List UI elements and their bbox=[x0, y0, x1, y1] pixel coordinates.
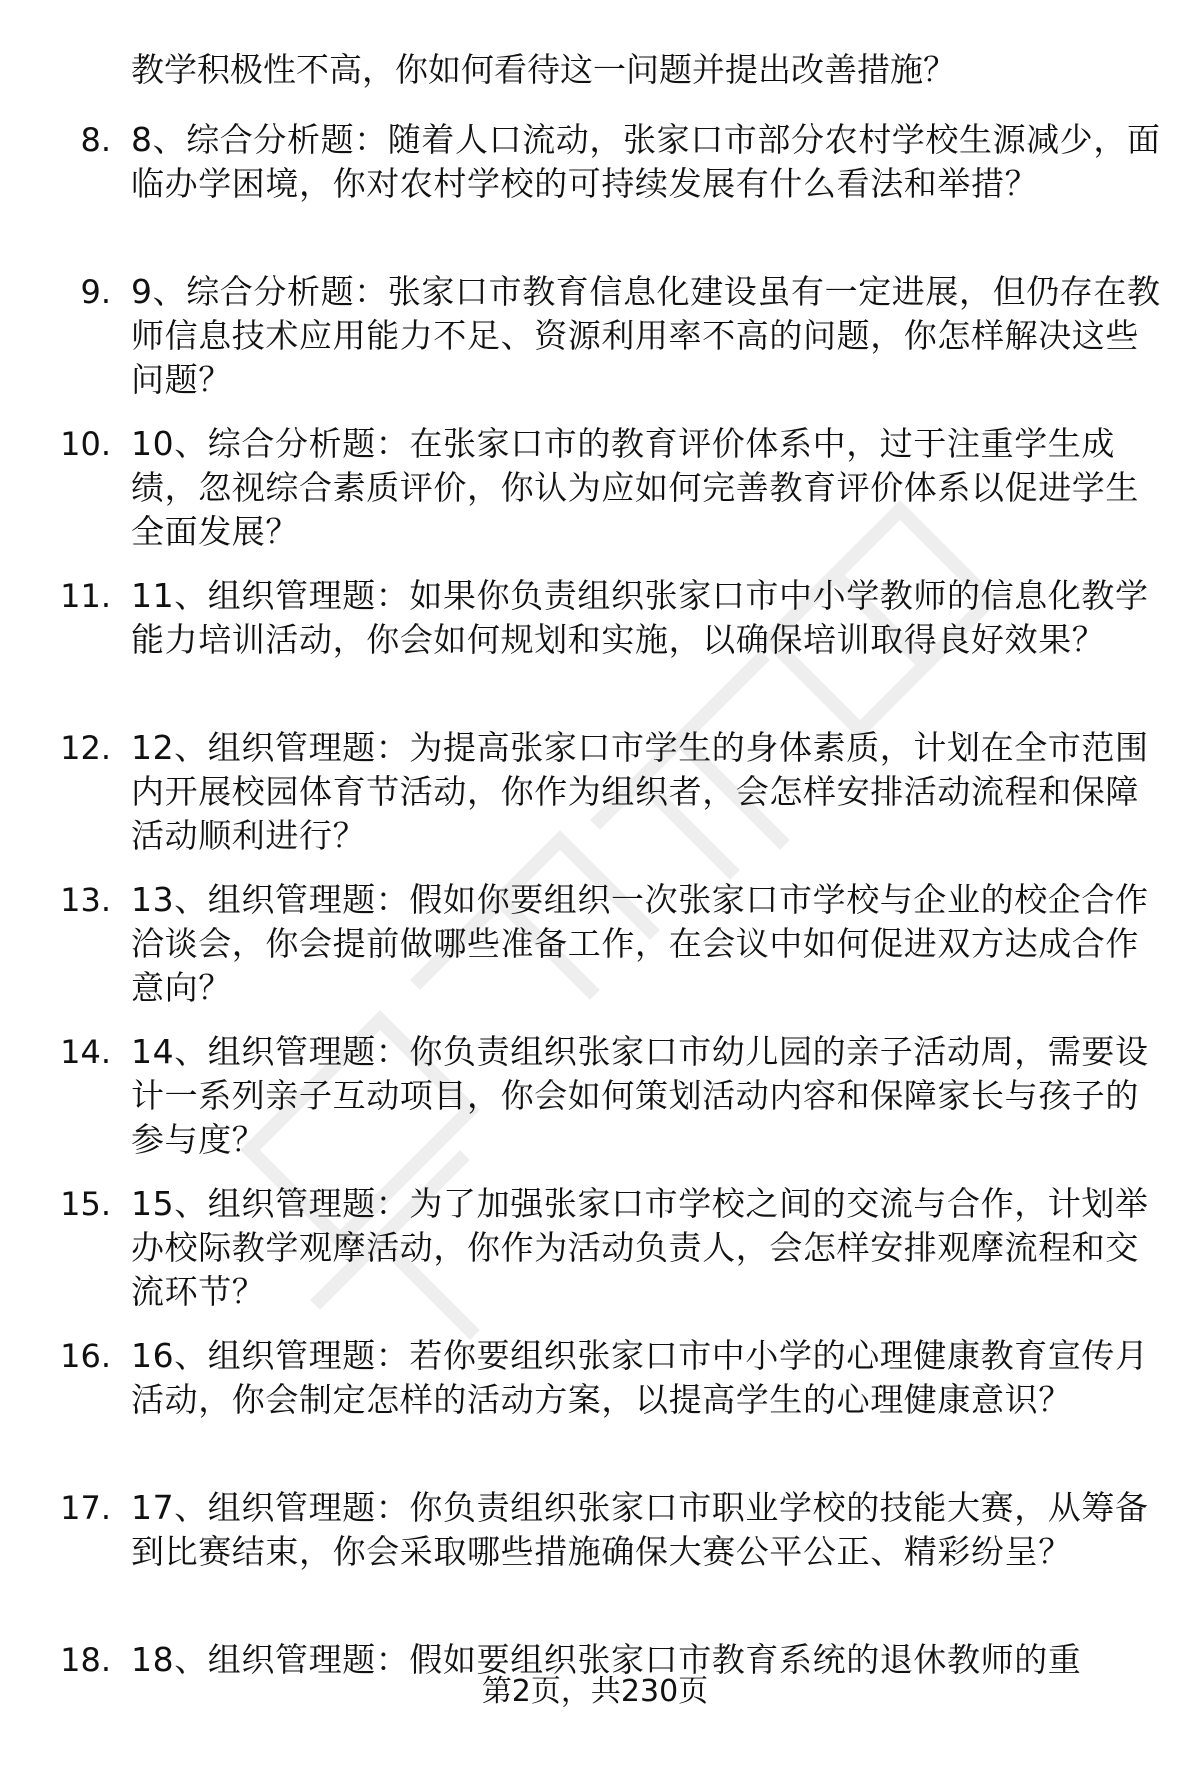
item-text: 13、组织管理题：假如你要组织一次张家口市学校与企业的校企合作洽谈会，你会提前做哪些准备工作，在会议中如何促进双方达成合作意向？ bbox=[131, 880, 1149, 1007]
list-item bbox=[0, 574, 1190, 726]
item-text: 17、组织管理题：你负责组织张家口市职业学校的技能大赛，从筹备到比赛结束，你会采取哪些措施确保大赛公平公正、精彩纷呈？ bbox=[131, 1488, 1149, 1571]
item-text: 14、组织管理题：你负责组织张家口市幼儿园的亲子活动周，需要设计一系列亲子互动项目，你会如何策划活动内容和保障家长与孩子的参与度？ bbox=[131, 1032, 1149, 1159]
item-number: 8. bbox=[80, 121, 111, 159]
list-item bbox=[0, 1638, 1190, 1790]
list-item bbox=[0, 726, 1190, 878]
item-number: 10. bbox=[60, 425, 111, 463]
item-text: 8、综合分析题：随着人口流动，张家口市部分农村学校生源减少，面临办学困境，你对农村学校的可持续发展有什么看法和举措？ bbox=[131, 120, 1161, 203]
list-item bbox=[0, 1486, 1190, 1638]
page-footer: 第2页，共230页 bbox=[481, 1674, 709, 1709]
item-number: 15. bbox=[60, 1185, 111, 1223]
continuation-line: 教学积极性不高，你如何看待这一问题并提出改善措施？ bbox=[131, 50, 956, 89]
list-item bbox=[0, 1030, 1190, 1182]
list-item bbox=[0, 1334, 1190, 1486]
list-item bbox=[0, 422, 1190, 574]
item-number: 16. bbox=[60, 1337, 111, 1375]
item-text: 15、组织管理题：为了加强张家口市学校之间的交流与合作，计划举办校际教学观摩活动，你作为活动负责人，会怎样安排观摩流程和交流环节？ bbox=[131, 1184, 1149, 1311]
item-number: 11. bbox=[60, 577, 111, 615]
item-text: 9、综合分析题：张家口市教育信息化建设虽有一定进展，但仍存在教师信息技术应用能力不足、资源利用率不高的问题，你怎样解决这些问题？ bbox=[131, 272, 1161, 399]
item-text: 10、综合分析题：在张家口市的教育评价体系中，过于注重学生成绩，忽视综合素质评价，你认为应如何完善教育评价体系以促进学生全面发展？ bbox=[131, 424, 1139, 551]
item-number: 18. bbox=[60, 1641, 111, 1679]
item-text: 16、组织管理题：若你要组织张家口市中小学的心理健康教育宣传月活动，你会制定怎样的活动方案，以提高学生的心理健康意识？ bbox=[131, 1336, 1149, 1419]
item-text: 11、组织管理题：如果你负责组织张家口市中小学教师的信息化教学能力培训活动，你会如何规划和实施，以确保培训取得良好效果？ bbox=[131, 576, 1149, 659]
item-number: 14. bbox=[60, 1033, 111, 1071]
list-item bbox=[0, 118, 1190, 270]
item-number: 9. bbox=[80, 273, 111, 311]
list-item bbox=[0, 270, 1190, 422]
item-text: 18、组织管理题：假如要组织张家口市教育系统的退休教师的重 bbox=[131, 1640, 1082, 1679]
item-text: 12、组织管理题：为提高张家口市学生的身体素质，计划在全市范围内开展校园体育节活动，你作为组织者，会怎样安排活动流程和保障活动顺利进行？ bbox=[131, 728, 1149, 855]
item-number: 13. bbox=[60, 881, 111, 919]
question-list bbox=[0, 118, 1190, 1790]
item-number: 17. bbox=[60, 1489, 111, 1527]
list-item bbox=[0, 878, 1190, 1030]
item-number: 12. bbox=[60, 729, 111, 767]
list-item bbox=[0, 1182, 1190, 1334]
